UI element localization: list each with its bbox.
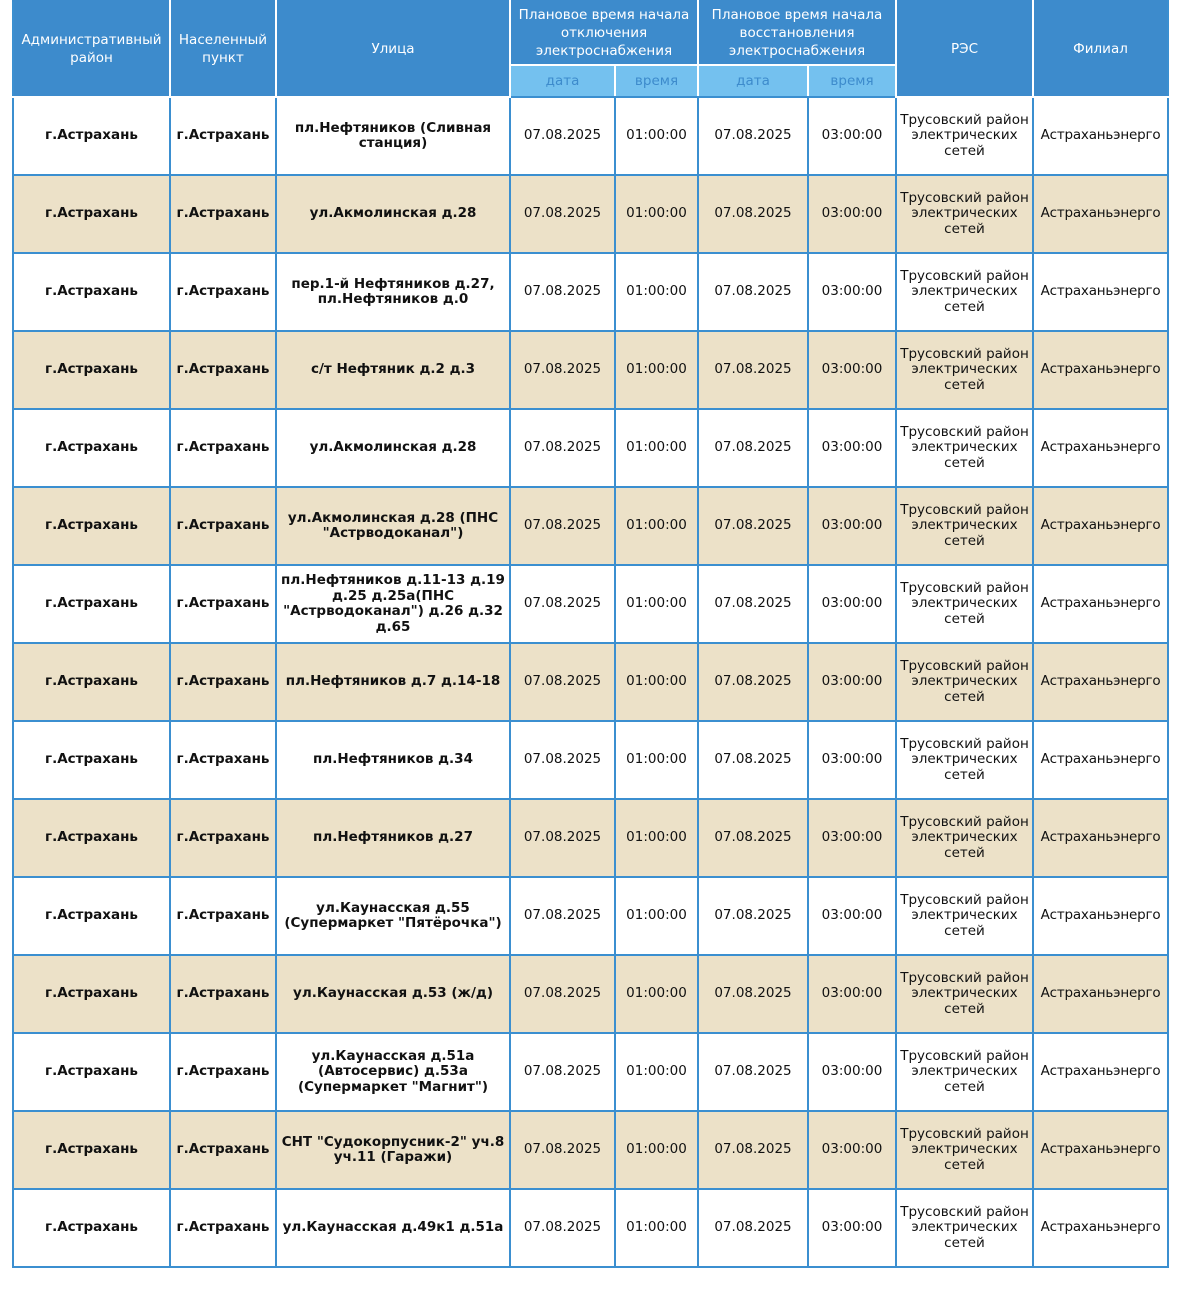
cell-branch: Астраханьэнерго [1033,409,1168,487]
cell-district: г.Астрахань [13,799,170,877]
cell-res: Трусовский район электрических сетей [896,253,1033,331]
cell-off-time: 01:00:00 [615,175,698,253]
table-row [13,1189,1168,1267]
table-row [13,721,1168,799]
cell-off-date: 07.08.2025 [510,331,615,409]
cell-restore-date: 07.08.2025 [698,1189,808,1267]
cell-off-time: 01:00:00 [615,1033,698,1111]
cell-street: ул.Каунасская д.49к1 д.51а [276,1189,510,1267]
table-row [13,1111,1168,1189]
cell-off-time: 01:00:00 [615,721,698,799]
cell-locality: г.Астрахань [170,799,276,877]
table-row [13,409,1168,487]
cell-street: пл.Нефтяников д.11-13 д.19 д.25 д.25а(ПНС "Астрводоканал") д.26 д.32 д.65 [276,565,510,643]
cell-branch: Астраханьэнерго [1033,175,1168,253]
cell-restore-date: 07.08.2025 [698,565,808,643]
outage-table-container [12,0,1167,1268]
cell-branch: Астраханьэнерго [1033,1189,1168,1267]
cell-res: Трусовский район электрических сетей [896,877,1033,955]
cell-street: ул.Каунасская д.53 (ж/д) [276,955,510,1033]
cell-off-time: 01:00:00 [615,1111,698,1189]
outage-table [12,0,1169,1268]
header-street[interactable]: Улица [276,1,510,97]
cell-res: Трусовский район электрических сетей [896,565,1033,643]
cell-district: г.Астрахань [13,1033,170,1111]
cell-locality: г.Астрахань [170,175,276,253]
cell-res: Трусовский район электрических сетей [896,487,1033,565]
cell-restore-date: 07.08.2025 [698,97,808,175]
cell-res: Трусовский район электрических сетей [896,799,1033,877]
cell-branch: Астраханьэнерго [1033,1033,1168,1111]
cell-branch: Астраханьэнерго [1033,643,1168,721]
cell-restore-date: 07.08.2025 [698,253,808,331]
header-off-start[interactable]: Плановое время начала отключения электроснабжения [510,1,698,65]
cell-street: ул.Акмолинская д.28 [276,175,510,253]
cell-street: ул.Акмолинская д.28 (ПНС "Астрводоканал") [276,487,510,565]
cell-off-date: 07.08.2025 [510,409,615,487]
cell-restore-time: 03:00:00 [808,877,896,955]
cell-district: г.Астрахань [13,409,170,487]
cell-locality: г.Астрахань [170,565,276,643]
table-row [13,175,1168,253]
cell-off-time: 01:00:00 [615,565,698,643]
cell-branch: Астраханьэнерго [1033,955,1168,1033]
header-locality[interactable]: Населенный пункт [170,1,276,97]
cell-district: г.Астрахань [13,175,170,253]
table-row [13,565,1168,643]
cell-district: г.Астрахань [13,721,170,799]
cell-locality: г.Астрахань [170,721,276,799]
cell-locality: г.Астрахань [170,253,276,331]
cell-locality: г.Астрахань [170,955,276,1033]
cell-off-time: 01:00:00 [615,1189,698,1267]
cell-restore-date: 07.08.2025 [698,331,808,409]
table-row [13,643,1168,721]
cell-street: пер.1-й Нефтяников д.27, пл.Нефтяников д.0 [276,253,510,331]
header-restore-start[interactable]: Плановое время начала восстановления электроснабжения [698,1,896,65]
cell-off-date: 07.08.2025 [510,643,615,721]
cell-off-time: 01:00:00 [615,955,698,1033]
table-row [13,253,1168,331]
cell-res: Трусовский район электрических сетей [896,721,1033,799]
table-row [13,799,1168,877]
cell-street: пл.Нефтяников (Сливная станция) [276,97,510,175]
cell-off-date: 07.08.2025 [510,1033,615,1111]
cell-locality: г.Астрахань [170,1111,276,1189]
cell-locality: г.Астрахань [170,97,276,175]
cell-restore-time: 03:00:00 [808,331,896,409]
cell-street: с/т Нефтяник д.2 д.3 [276,331,510,409]
cell-restore-date: 07.08.2025 [698,955,808,1033]
cell-branch: Астраханьэнерго [1033,331,1168,409]
header-res[interactable]: РЭС [896,1,1033,97]
cell-branch: Астраханьэнерго [1033,799,1168,877]
cell-res: Трусовский район электрических сетей [896,331,1033,409]
cell-branch: Астраханьэнерго [1033,877,1168,955]
cell-restore-time: 03:00:00 [808,487,896,565]
cell-branch: Астраханьэнерго [1033,565,1168,643]
cell-district: г.Астрахань [13,955,170,1033]
cell-restore-time: 03:00:00 [808,409,896,487]
cell-street: пл.Нефтяников д.27 [276,799,510,877]
cell-res: Трусовский район электрических сетей [896,955,1033,1033]
cell-street: ул.Каунасская д.55 (Супермаркет "Пятёрочка") [276,877,510,955]
cell-restore-date: 07.08.2025 [698,487,808,565]
cell-off-date: 07.08.2025 [510,721,615,799]
cell-district: г.Астрахань [13,565,170,643]
cell-restore-time: 03:00:00 [808,1033,896,1111]
table-body [13,97,1168,1267]
cell-restore-date: 07.08.2025 [698,877,808,955]
table-row [13,877,1168,955]
cell-res: Трусовский район электрических сетей [896,1111,1033,1189]
cell-off-time: 01:00:00 [615,409,698,487]
cell-restore-date: 07.08.2025 [698,409,808,487]
cell-district: г.Астрахань [13,1111,170,1189]
cell-restore-time: 03:00:00 [808,253,896,331]
cell-restore-date: 07.08.2025 [698,643,808,721]
cell-res: Трусовский район электрических сетей [896,175,1033,253]
cell-restore-time: 03:00:00 [808,721,896,799]
subheader-restore-time[interactable]: время [808,65,896,97]
subheader-restore-date[interactable]: дата [698,65,808,97]
cell-restore-time: 03:00:00 [808,565,896,643]
cell-street: СНТ "Судокорпусник-2" уч.8 уч.11 (Гаражи) [276,1111,510,1189]
table-row [13,487,1168,565]
cell-locality: г.Астрахань [170,643,276,721]
cell-restore-date: 07.08.2025 [698,1033,808,1111]
cell-res: Трусовский район электрических сетей [896,1033,1033,1111]
cell-restore-time: 03:00:00 [808,175,896,253]
cell-district: г.Астрахань [13,487,170,565]
cell-locality: г.Астрахань [170,487,276,565]
cell-branch: Астраханьэнерго [1033,97,1168,175]
cell-off-date: 07.08.2025 [510,175,615,253]
cell-restore-time: 03:00:00 [808,955,896,1033]
cell-restore-date: 07.08.2025 [698,721,808,799]
cell-locality: г.Астрахань [170,877,276,955]
cell-restore-time: 03:00:00 [808,1111,896,1189]
cell-off-time: 01:00:00 [615,643,698,721]
cell-off-date: 07.08.2025 [510,253,615,331]
cell-off-date: 07.08.2025 [510,1189,615,1267]
cell-off-date: 07.08.2025 [510,487,615,565]
cell-off-date: 07.08.2025 [510,97,615,175]
cell-res: Трусовский район электрических сетей [896,643,1033,721]
cell-res: Трусовский район электрических сетей [896,409,1033,487]
cell-off-date: 07.08.2025 [510,877,615,955]
cell-off-date: 07.08.2025 [510,1111,615,1189]
cell-off-time: 01:00:00 [615,97,698,175]
cell-branch: Астраханьэнерго [1033,487,1168,565]
table-row [13,955,1168,1033]
cell-restore-time: 03:00:00 [808,1189,896,1267]
header-district[interactable]: Административный район [13,1,170,97]
cell-off-time: 01:00:00 [615,877,698,955]
cell-street: ул.Акмолинская д.28 [276,409,510,487]
cell-restore-time: 03:00:00 [808,97,896,175]
cell-locality: г.Астрахань [170,1033,276,1111]
cell-restore-date: 07.08.2025 [698,799,808,877]
subheader-off-date[interactable]: дата [510,65,615,97]
cell-off-date: 07.08.2025 [510,799,615,877]
table-row [13,1033,1168,1111]
cell-locality: г.Астрахань [170,409,276,487]
cell-street: пл.Нефтяников д.7 д.14-18 [276,643,510,721]
table-row [13,97,1168,175]
cell-locality: г.Астрахань [170,331,276,409]
cell-off-time: 01:00:00 [615,253,698,331]
cell-locality: г.Астрахань [170,1189,276,1267]
cell-restore-time: 03:00:00 [808,799,896,877]
cell-restore-date: 07.08.2025 [698,175,808,253]
cell-off-date: 07.08.2025 [510,565,615,643]
cell-off-time: 01:00:00 [615,487,698,565]
header-row [13,1,1168,65]
cell-off-time: 01:00:00 [615,799,698,877]
cell-res: Трусовский район электрических сетей [896,97,1033,175]
cell-district: г.Астрахань [13,1189,170,1267]
cell-branch: Астраханьэнерго [1033,721,1168,799]
cell-street: пл.Нефтяников д.34 [276,721,510,799]
cell-off-time: 01:00:00 [615,331,698,409]
subheader-off-time[interactable]: время [615,65,698,97]
cell-district: г.Астрахань [13,643,170,721]
cell-branch: Астраханьэнерго [1033,1111,1168,1189]
cell-res: Трусовский район электрических сетей [896,1189,1033,1267]
cell-restore-time: 03:00:00 [808,643,896,721]
cell-district: г.Астрахань [13,253,170,331]
header-branch[interactable]: Филиал [1033,1,1168,97]
cell-street: ул.Каунасская д.51а (Автосервис) д.53а (Супермаркет "Магнит") [276,1033,510,1111]
cell-district: г.Астрахань [13,877,170,955]
cell-restore-date: 07.08.2025 [698,1111,808,1189]
cell-district: г.Астрахань [13,331,170,409]
cell-branch: Астраханьэнерго [1033,253,1168,331]
cell-off-date: 07.08.2025 [510,955,615,1033]
table-row [13,331,1168,409]
cell-district: г.Астрахань [13,97,170,175]
